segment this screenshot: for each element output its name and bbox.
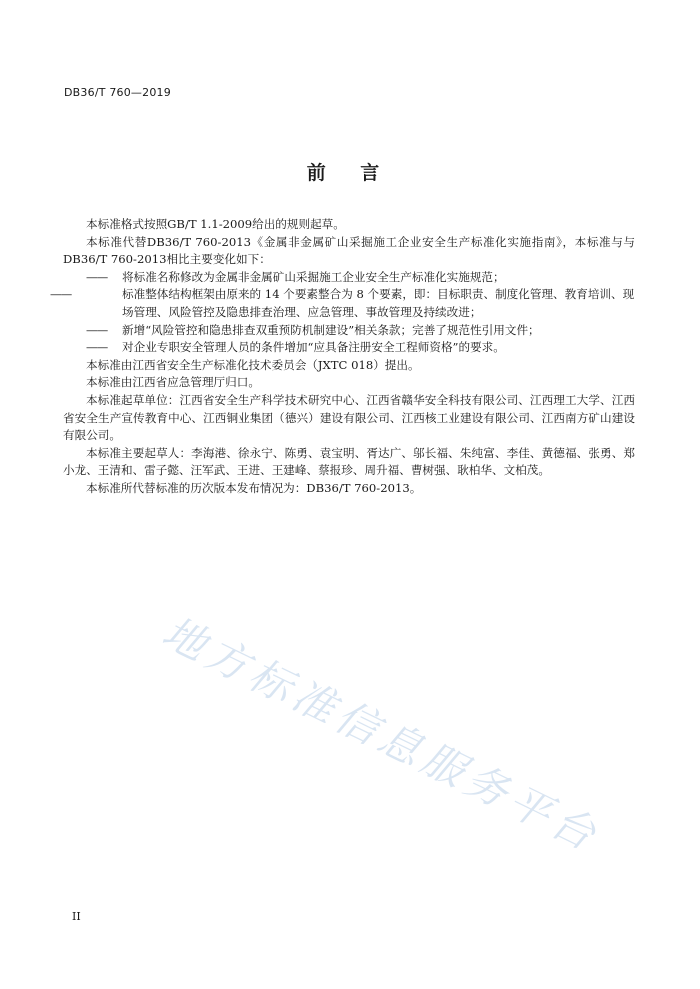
foreword-body [50, 216, 635, 498]
list-item [63, 339, 635, 357]
paragraph-replacement: 本标准代替DB36/T 760-2013《金属非金属矿山采掘施工企业安全生产标准化实施指南》，本标准与与DB36/T 760-2013相比主要变化如下： [63, 234, 635, 267]
paragraph-drafting-rules: 本标准格式按照GB/T 1.1-2009给出的规则起草。 [86, 217, 345, 231]
list-item [50, 286, 635, 321]
list-item-text: 对企业专职安全管理人员的条件增加“应具备注册安全工程师资格”的要求。 [122, 340, 505, 355]
list-item-text: 新增“风险管控和隐患排查双重预防机制建设”相关条款；完善了规范性引用文件； [122, 322, 540, 337]
list-item [63, 269, 635, 287]
paragraph-drafting-units: 本标准起草单位：江西省安全生产科学技术研究中心、江西省赣华安全科技有限公司、江西理工大学、江西省安全生产宣传教育中心、江西铜业集团（德兴）建设有限公司、江西核工业建设有限公司、江西南方矿山建设有限公司。 [63, 392, 635, 443]
paragraph-drafters: 本标准主要起草人：李海港、徐永宁、陈勇、袁宝明、胥达广、邬长福、朱纯富、李佳、黄德福、张勇、郑小龙、王清和、雷子懿、汪军武、王进、王建峰、蔡报珍、周升福、曹树强、耿柏华、文柏茂。 [63, 445, 635, 478]
document-code: DB36/T 760—2019 [64, 86, 171, 99]
list-item [63, 322, 635, 340]
dash-marker: —— [86, 269, 108, 284]
dash-marker: —— [50, 287, 72, 302]
page-title: 前 言 [306, 162, 394, 184]
watermark-text: 地方标准信息服务平台 [155, 607, 608, 862]
dash-marker: —— [86, 322, 108, 337]
paragraph-proposer: 本标准由江西省安全生产标准化技术委员会（JXTC 018）提出。 [86, 357, 420, 372]
paragraph-administrator: 本标准由江西省应急管理厅归口。 [86, 375, 260, 390]
list-item-text: 标准整体结构框架由原来的 14 个要素整合为 8 个要素，即：目标职责、制度化管理、教育培训、现场管理、风险管控及隐患排查治理、应急管理、事故管理及持续改进； [122, 287, 635, 319]
list-item-text: 将标准名称修改为金属非金属矿山采掘施工企业安全生产标准化实施规范； [122, 269, 505, 284]
dash-marker: —— [86, 340, 108, 355]
paragraph-version-history: 本标准所代替标准的历次版本发布情况为：DB36/T 760-2013。 [86, 480, 422, 495]
page-number: II [72, 910, 81, 923]
